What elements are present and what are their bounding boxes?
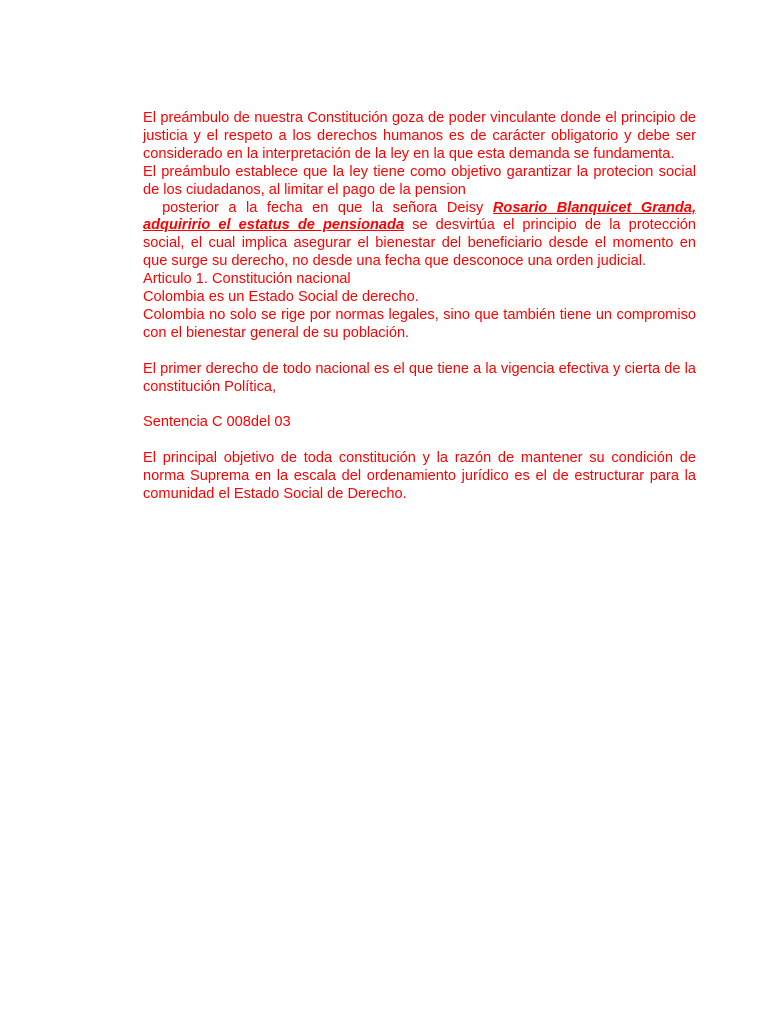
paragraph-constitution-objective: El principal objetivo de toda constitución y la razón de mantener su condición de norma Suprema en la escala del ordenamiento jurídico es el de estructurar para la comunidad el Estado Social de Derecho. xyxy=(143,450,696,502)
document-body xyxy=(143,110,696,504)
paragraph-preamble-binding: El preámbulo de nuestra Constitución goza de poder vinculante donde el principio de justicia y el respeto a los derechos humanos es de carácter obligatorio y debe ser considerado en la interpretación de la ley en la que esta demanda se fundamenta. xyxy=(143,110,696,162)
blank-line xyxy=(143,432,696,450)
blank-line xyxy=(143,343,696,361)
paragraph-sentence-reference: Sentencia C 008del 03 xyxy=(143,414,291,431)
paragraph-social-state: Colombia es un Estado Social de derecho. xyxy=(143,289,419,306)
beneficiary-name-emphasis: Rosario Blanquicet Granda, adquiririo el estatus de pensionada xyxy=(143,199,697,234)
paragraph-preamble-objective: El preámbulo establece que la ley tiene como objetivo garantizar la protecion social de los ciudadanos, al limitar el pago de la pension xyxy=(143,163,696,198)
pension-status-start: posterior a la fecha en que la señora Deisy xyxy=(143,199,493,216)
paragraph-article-heading: Articulo 1. Constitución nacional xyxy=(143,271,351,288)
blank-line xyxy=(143,396,696,414)
pension-status-end: se desvirtúa el principio de la protección social, el cual implica asegurar el bienestar del beneficiario desde el momento en que surge su derecho, no desde una fecha que desconoce una orden judicial. xyxy=(143,217,696,270)
paragraph-commitment: Colombia no solo se rige por normas legales, sino que también tiene un compromiso con el bienestar general de su población. xyxy=(143,306,696,341)
paragraph-first-right: El primer derecho de todo nacional es el que tiene a la vigencia efectiva y cierta de la constitución Política, xyxy=(143,360,696,395)
paragraph-pension-status xyxy=(143,200,696,272)
